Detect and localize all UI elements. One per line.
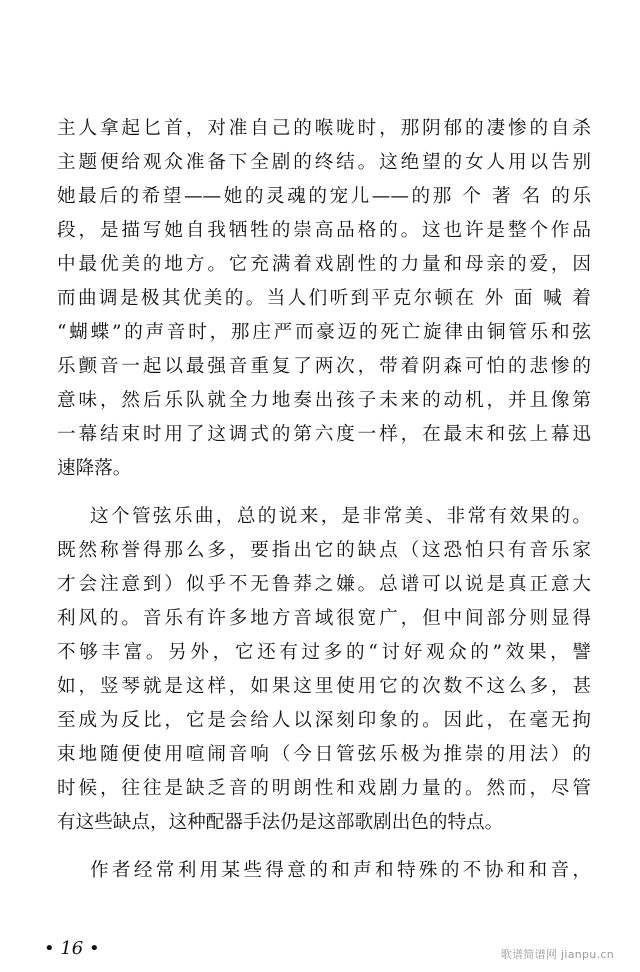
text-line: 既然称誉得那么多，要指出它的缺点（这恐怕只有音乐家 <box>57 540 591 561</box>
page-number: • 16 • <box>44 938 100 959</box>
text-line: 利风的。音乐有许多地方音域很宽广，但中间部分则显得 <box>57 608 591 629</box>
text-line: 主人拿起匕首，对准自己的喉咙时，那阴郁的凄惨的自杀 <box>57 118 591 139</box>
text-line: 至成为反比，它是会给人以深刻印象的。因此，在毫无拘 <box>57 710 591 731</box>
text-line: 乐颤音一起以最强音重复了两次，带着阴森可怕的悲惨的 <box>57 356 591 377</box>
text-line: 束地随便使用喧闹音响（今日管弦乐极为推崇的用法）的 <box>57 744 591 765</box>
watermark: 歌谱简谱网 jianpu.cn <box>500 948 614 961</box>
text-line: “蝴蝶”的声音时，那庄严而豪迈的死亡旋律由铜管乐和弦 <box>57 322 591 343</box>
paragraph-first-line: 作者经常利用某些得意的和声和特殊的不协和和音， <box>90 860 591 881</box>
paragraph-first-line: 这个管弦乐曲，总的说来，是非常美、非常有效果的。 <box>90 506 591 527</box>
text-line: 她最后的希望——她的灵魂的宠儿——的那 个 著 名 的乐 <box>57 186 591 207</box>
text-line: 主题便给观众准备下全剧的终结。这绝望的女人用以告别 <box>57 152 591 173</box>
text-line: 不够丰富。另外，它还有过多的“讨好观众的”效果，譬 <box>57 642 591 663</box>
text-line: 段，是描写她自我牺牲的崇高品格的。这也许是整个作品 <box>57 220 591 241</box>
text-line: 时候，往往是缺乏音的明朗性和戏剧力量的。然而，尽管 <box>57 778 591 799</box>
text-line: 而曲调是极其优美的。当人们听到平克尔顿在 外 面 喊 着 <box>57 288 591 309</box>
text-line: 一幕结束时用了这调式的第六度一样，在最末和弦上幕迅 <box>57 424 591 445</box>
text-line: 速降落。 <box>57 458 132 479</box>
text-line: 中最优美的地方。它充满着戏剧性的力量和母亲的爱，因 <box>57 254 591 275</box>
page-footer <box>0 930 640 970</box>
text-line: 意味，然后乐队就全力地奏出孩子未来的动机，并且像第 <box>57 390 591 411</box>
text-line: 才会注意到）似乎不无鲁莽之嫌。总谱可以说是真正意大 <box>57 574 591 595</box>
text-line: 如，竖琴就是这样，如果这里使用它的次数不这么多，甚 <box>57 676 591 697</box>
text-line: 有这些缺点，这种配器手法仍是这部歌剧出色的特点。 <box>57 812 504 833</box>
